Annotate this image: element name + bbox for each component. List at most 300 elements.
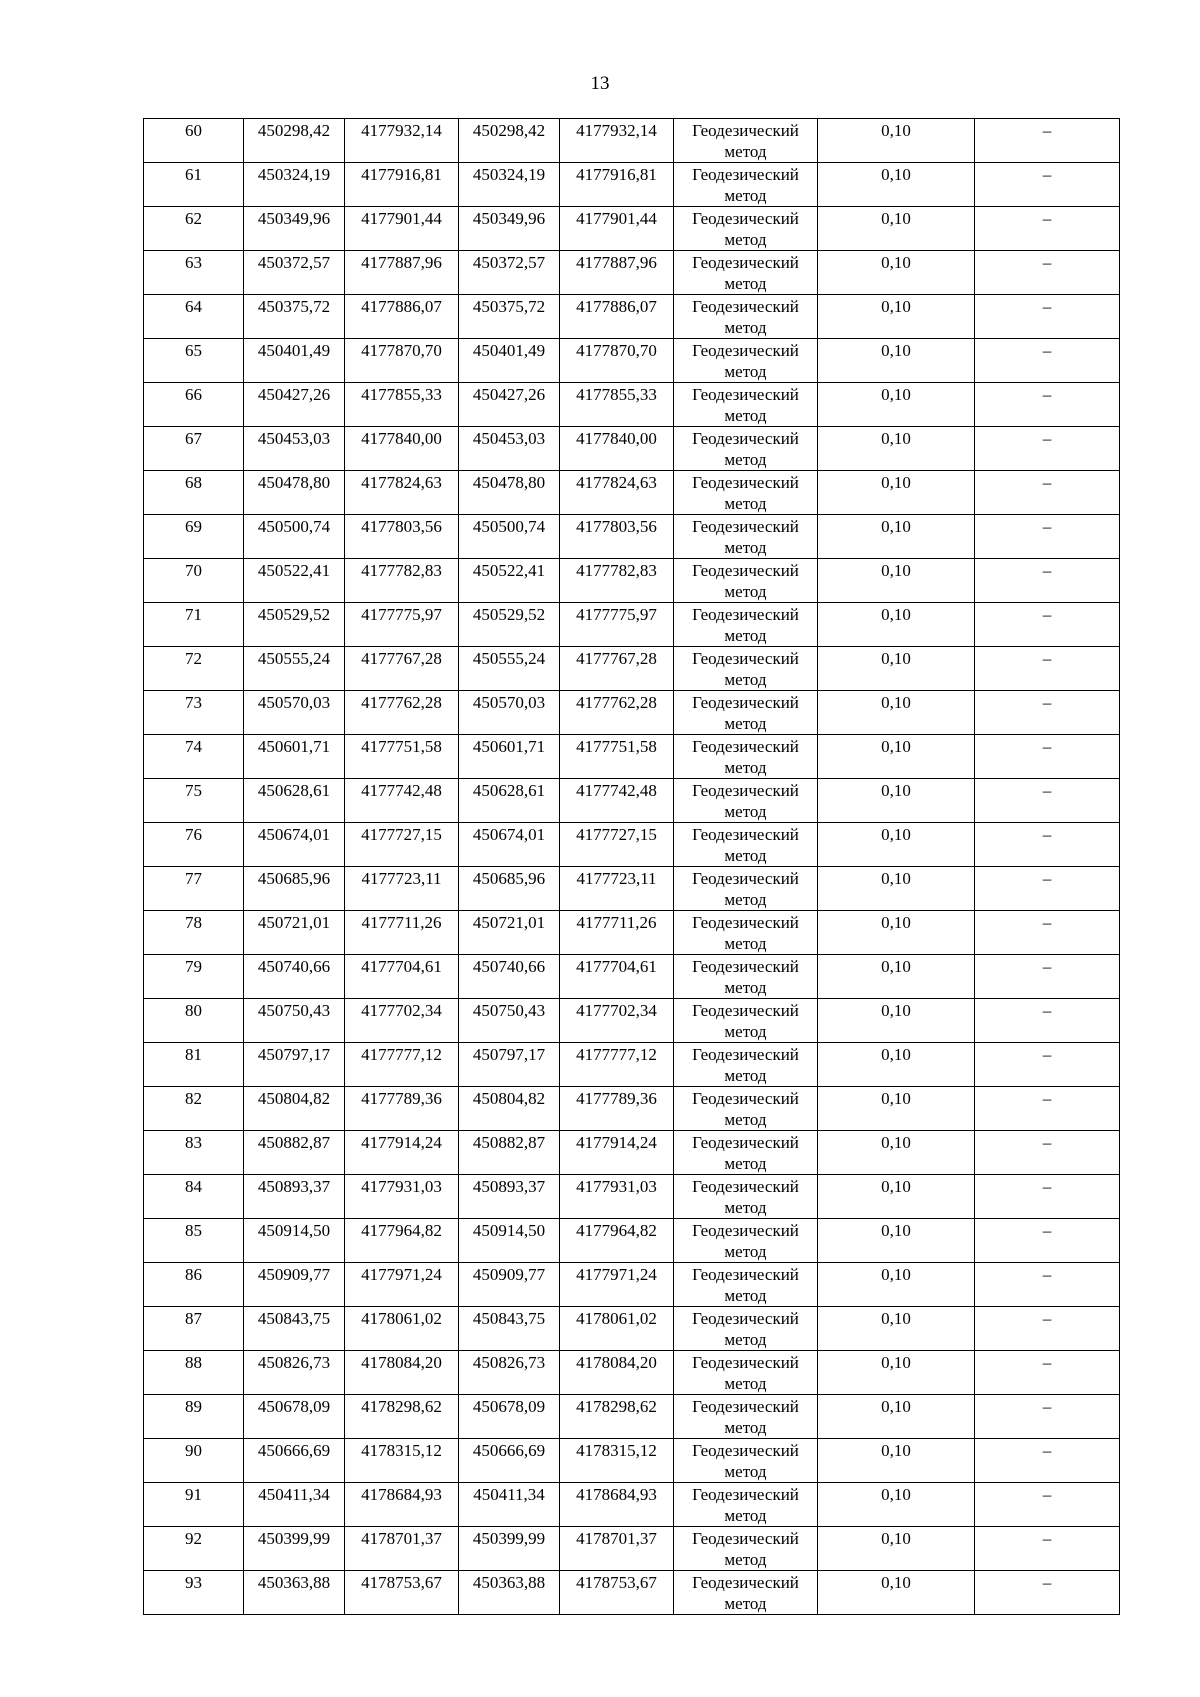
note-cell	[975, 1219, 1120, 1263]
method-text: Геодезический метод	[692, 253, 799, 293]
existing-y-cell	[345, 603, 459, 647]
note-text: –	[1042, 649, 1052, 668]
point-number-text: 74	[185, 737, 202, 756]
existing-x-cell	[244, 119, 345, 163]
refined-x-text: 450893,37	[472, 1177, 546, 1196]
accuracy-cell	[818, 647, 975, 691]
point-number-text: 80	[185, 1001, 202, 1020]
existing-y-cell	[345, 559, 459, 603]
accuracy-text: 0,10	[881, 561, 911, 580]
note-cell	[975, 691, 1120, 735]
existing-x-text: 450914,50	[257, 1221, 331, 1240]
existing-y-cell	[345, 823, 459, 867]
note-cell	[975, 735, 1120, 779]
existing-y-text: 4177727,15	[361, 825, 442, 844]
existing-y-text: 4177931,03	[361, 1177, 442, 1196]
refined-y-text: 4178701,37	[576, 1529, 657, 1548]
accuracy-cell	[818, 1571, 975, 1615]
existing-x-text: 450372,57	[257, 253, 331, 272]
refined-x-text: 450628,61	[472, 781, 546, 800]
table-row	[144, 1131, 1120, 1175]
note-cell	[975, 471, 1120, 515]
table-row	[144, 999, 1120, 1043]
method-text: Геодезический метод	[692, 121, 799, 161]
existing-y-text: 4177840,00	[361, 429, 442, 448]
existing-x-cell	[244, 735, 345, 779]
refined-x-text: 450721,01	[472, 913, 546, 932]
existing-y-text: 4177711,26	[361, 913, 442, 932]
accuracy-text: 0,10	[881, 297, 911, 316]
point-number-text: 71	[185, 605, 202, 624]
method-cell	[674, 119, 818, 163]
existing-x-text: 450750,43	[257, 1001, 331, 1020]
existing-x-cell	[244, 1351, 345, 1395]
point-number-cell	[144, 1571, 244, 1615]
existing-y-text: 4177932,14	[361, 121, 442, 140]
refined-y-cell	[560, 1307, 674, 1351]
refined-x-text: 450324,19	[472, 165, 546, 184]
refined-x-text: 450843,75	[472, 1309, 546, 1328]
point-number-text: 83	[185, 1133, 202, 1152]
point-number-cell	[144, 735, 244, 779]
existing-x-text: 450909,77	[257, 1265, 331, 1284]
refined-y-cell	[560, 1527, 674, 1571]
note-text: –	[1042, 1221, 1052, 1240]
existing-x-text: 450349,96	[257, 209, 331, 228]
table-row	[144, 779, 1120, 823]
note-cell	[975, 1439, 1120, 1483]
existing-y-text: 4178701,37	[361, 1529, 442, 1548]
accuracy-cell	[818, 427, 975, 471]
refined-x-text: 450555,24	[472, 649, 546, 668]
method-text: Геодезический метод	[692, 473, 799, 513]
refined-y-cell	[560, 427, 674, 471]
accuracy-text: 0,10	[881, 1001, 911, 1020]
accuracy-text: 0,10	[881, 649, 911, 668]
note-text: –	[1042, 869, 1052, 888]
note-cell	[975, 1263, 1120, 1307]
note-cell	[975, 999, 1120, 1043]
refined-x-cell	[459, 1439, 560, 1483]
note-text: –	[1042, 913, 1052, 932]
note-text: –	[1042, 341, 1052, 360]
refined-y-text: 4178684,93	[576, 1485, 657, 1504]
method-cell	[674, 383, 818, 427]
accuracy-cell	[818, 691, 975, 735]
existing-y-text: 4177964,82	[361, 1221, 442, 1240]
refined-y-cell	[560, 1087, 674, 1131]
existing-y-text: 4177887,96	[361, 253, 442, 272]
existing-y-text: 4177775,97	[361, 605, 442, 624]
refined-x-cell	[459, 471, 560, 515]
refined-x-cell	[459, 383, 560, 427]
accuracy-cell	[818, 1131, 975, 1175]
existing-y-cell	[345, 955, 459, 999]
refined-y-text: 4177870,70	[576, 341, 657, 360]
note-text: –	[1042, 605, 1052, 624]
accuracy-text: 0,10	[881, 1397, 911, 1416]
existing-x-cell	[244, 1131, 345, 1175]
existing-y-cell	[345, 1483, 459, 1527]
note-cell	[975, 1395, 1120, 1439]
refined-x-cell	[459, 955, 560, 999]
existing-y-cell	[345, 1263, 459, 1307]
accuracy-text: 0,10	[881, 1221, 911, 1240]
point-number-cell	[144, 647, 244, 691]
note-text: –	[1042, 165, 1052, 184]
note-cell	[975, 1175, 1120, 1219]
table-row	[144, 251, 1120, 295]
method-text: Геодезический метод	[692, 1045, 799, 1085]
method-cell	[674, 1087, 818, 1131]
existing-y-text: 4177803,56	[361, 517, 442, 536]
existing-x-text: 450427,26	[257, 385, 331, 404]
existing-x-cell	[244, 911, 345, 955]
method-cell	[674, 1483, 818, 1527]
note-text: –	[1042, 1133, 1052, 1152]
note-cell	[975, 1307, 1120, 1351]
existing-y-text: 4177704,61	[361, 957, 442, 976]
table-row	[144, 1175, 1120, 1219]
existing-x-text: 450555,24	[257, 649, 331, 668]
accuracy-text: 0,10	[881, 869, 911, 888]
method-text: Геодезический метод	[692, 957, 799, 997]
existing-x-cell	[244, 427, 345, 471]
method-text: Геодезический метод	[692, 209, 799, 249]
accuracy-text: 0,10	[881, 693, 911, 712]
existing-y-text: 4177824,63	[361, 473, 442, 492]
accuracy-cell	[818, 1087, 975, 1131]
method-cell	[674, 823, 818, 867]
existing-x-text: 450522,41	[257, 561, 331, 580]
existing-y-text: 4177870,70	[361, 341, 442, 360]
accuracy-cell	[818, 339, 975, 383]
method-cell	[674, 955, 818, 999]
note-text: –	[1042, 561, 1052, 580]
point-number-text: 90	[185, 1441, 202, 1460]
existing-x-text: 450529,52	[257, 605, 331, 624]
existing-x-text: 450570,03	[257, 693, 331, 712]
accuracy-text: 0,10	[881, 913, 911, 932]
refined-y-text: 4177751,58	[576, 737, 657, 756]
existing-y-cell	[345, 515, 459, 559]
table-row	[144, 911, 1120, 955]
note-cell	[975, 119, 1120, 163]
existing-x-text: 450500,74	[257, 517, 331, 536]
note-cell	[975, 1131, 1120, 1175]
existing-x-text: 450843,75	[257, 1309, 331, 1328]
existing-x-text: 450678,09	[257, 1397, 331, 1416]
refined-x-cell	[459, 1351, 560, 1395]
existing-y-text: 4177702,34	[361, 1001, 442, 1020]
accuracy-cell	[818, 515, 975, 559]
method-text: Геодезический метод	[692, 341, 799, 381]
point-number-cell	[144, 1483, 244, 1527]
method-text: Геодезический метод	[692, 1397, 799, 1437]
refined-x-text: 450797,17	[472, 1045, 546, 1064]
table-row	[144, 295, 1120, 339]
table-row	[144, 735, 1120, 779]
refined-y-text: 4177742,48	[576, 781, 657, 800]
existing-x-text: 450721,01	[257, 913, 331, 932]
method-cell	[674, 339, 818, 383]
refined-y-text: 4177762,28	[576, 693, 657, 712]
refined-y-cell	[560, 1351, 674, 1395]
note-text: –	[1042, 1265, 1052, 1284]
table-body	[144, 119, 1120, 1615]
method-text: Геодезический метод	[692, 561, 799, 601]
note-cell	[975, 823, 1120, 867]
existing-x-text: 450411,34	[258, 1485, 330, 1504]
existing-y-cell	[345, 1307, 459, 1351]
point-number-cell	[144, 1219, 244, 1263]
accuracy-cell	[818, 1219, 975, 1263]
method-cell	[674, 867, 818, 911]
existing-x-text: 450804,82	[257, 1089, 331, 1108]
refined-x-text: 450909,77	[472, 1265, 546, 1284]
point-number-text: 72	[185, 649, 202, 668]
refined-y-cell	[560, 163, 674, 207]
point-number-cell	[144, 955, 244, 999]
refined-x-text: 450298,42	[472, 121, 546, 140]
accuracy-cell	[818, 251, 975, 295]
existing-y-text: 4177901,44	[361, 209, 442, 228]
accuracy-text: 0,10	[881, 825, 911, 844]
refined-y-cell	[560, 779, 674, 823]
accuracy-cell	[818, 779, 975, 823]
point-number-text: 77	[185, 869, 202, 888]
existing-x-text: 450666,69	[257, 1441, 331, 1460]
table-row	[144, 1263, 1120, 1307]
accuracy-cell	[818, 295, 975, 339]
note-cell	[975, 1087, 1120, 1131]
existing-x-cell	[244, 955, 345, 999]
refined-x-cell	[459, 1219, 560, 1263]
accuracy-cell	[818, 1395, 975, 1439]
point-number-text: 85	[185, 1221, 202, 1240]
refined-x-cell	[459, 735, 560, 779]
existing-x-cell	[244, 339, 345, 383]
method-cell	[674, 1307, 818, 1351]
refined-y-cell	[560, 1395, 674, 1439]
refined-y-text: 4177702,34	[576, 1001, 657, 1020]
method-text: Геодезический метод	[692, 165, 799, 205]
point-number-cell	[144, 339, 244, 383]
point-number-cell	[144, 823, 244, 867]
refined-x-cell	[459, 295, 560, 339]
point-number-text: 81	[185, 1045, 202, 1064]
existing-y-text: 4178753,67	[361, 1573, 442, 1592]
refined-x-text: 450401,49	[472, 341, 546, 360]
existing-y-cell	[345, 999, 459, 1043]
existing-y-text: 4177914,24	[361, 1133, 442, 1152]
note-cell	[975, 603, 1120, 647]
point-number-text: 70	[185, 561, 202, 580]
note-text: –	[1042, 429, 1052, 448]
method-cell	[674, 1175, 818, 1219]
note-cell	[975, 295, 1120, 339]
accuracy-cell	[818, 911, 975, 955]
note-text: –	[1042, 1309, 1052, 1328]
refined-y-text: 4177775,97	[576, 605, 657, 624]
existing-x-text: 450674,01	[257, 825, 331, 844]
existing-y-cell	[345, 251, 459, 295]
method-cell	[674, 559, 818, 603]
point-number-text: 92	[185, 1529, 202, 1548]
refined-x-text: 450674,01	[472, 825, 546, 844]
existing-y-cell	[345, 471, 459, 515]
existing-x-cell	[244, 1571, 345, 1615]
refined-x-text: 450826,73	[472, 1353, 546, 1372]
refined-y-cell	[560, 383, 674, 427]
method-cell	[674, 1439, 818, 1483]
point-number-text: 79	[185, 957, 202, 976]
refined-y-cell	[560, 207, 674, 251]
point-number-cell	[144, 999, 244, 1043]
existing-x-text: 450826,73	[257, 1353, 331, 1372]
accuracy-cell	[818, 383, 975, 427]
existing-x-text: 450324,19	[257, 165, 331, 184]
note-cell	[975, 911, 1120, 955]
accuracy-text: 0,10	[881, 517, 911, 536]
existing-x-cell	[244, 647, 345, 691]
method-cell	[674, 779, 818, 823]
refined-y-text: 4177840,00	[576, 429, 657, 448]
refined-x-text: 450740,66	[472, 957, 546, 976]
refined-x-cell	[459, 559, 560, 603]
note-cell	[975, 515, 1120, 559]
refined-x-text: 450363,88	[472, 1573, 546, 1592]
point-number-cell	[144, 1527, 244, 1571]
refined-y-text: 4177727,15	[576, 825, 657, 844]
table-row	[144, 339, 1120, 383]
refined-x-cell	[459, 1087, 560, 1131]
point-number-cell	[144, 691, 244, 735]
point-number-cell	[144, 515, 244, 559]
point-number-text: 84	[185, 1177, 202, 1196]
refined-x-cell	[459, 515, 560, 559]
existing-x-cell	[244, 1043, 345, 1087]
existing-y-cell	[345, 1351, 459, 1395]
point-number-cell	[144, 1087, 244, 1131]
accuracy-text: 0,10	[881, 605, 911, 624]
existing-x-cell	[244, 691, 345, 735]
existing-x-cell	[244, 779, 345, 823]
existing-x-cell	[244, 1263, 345, 1307]
table-row	[144, 1571, 1120, 1615]
note-cell	[975, 867, 1120, 911]
note-text: –	[1042, 385, 1052, 404]
existing-x-cell	[244, 1219, 345, 1263]
note-cell	[975, 427, 1120, 471]
point-number-cell	[144, 427, 244, 471]
refined-x-cell	[459, 1483, 560, 1527]
point-number-cell	[144, 911, 244, 955]
refined-x-text: 450914,50	[472, 1221, 546, 1240]
table-row	[144, 823, 1120, 867]
point-number-text: 75	[185, 781, 202, 800]
existing-x-text: 450399,99	[257, 1529, 331, 1548]
point-number-text: 67	[185, 429, 202, 448]
refined-y-cell	[560, 1571, 674, 1615]
method-cell	[674, 251, 818, 295]
point-number-cell	[144, 1043, 244, 1087]
accuracy-text: 0,10	[881, 737, 911, 756]
accuracy-cell	[818, 559, 975, 603]
note-text: –	[1042, 1485, 1052, 1504]
refined-y-cell	[560, 471, 674, 515]
existing-y-cell	[345, 779, 459, 823]
method-text: Геодезический метод	[692, 1089, 799, 1129]
refined-x-cell	[459, 911, 560, 955]
existing-x-cell	[244, 603, 345, 647]
table-row	[144, 1395, 1120, 1439]
point-number-cell	[144, 1263, 244, 1307]
method-text: Геодезический метод	[692, 825, 799, 865]
refined-y-cell	[560, 911, 674, 955]
accuracy-text: 0,10	[881, 429, 911, 448]
point-number-cell	[144, 1175, 244, 1219]
refined-y-text: 4177914,24	[576, 1133, 657, 1152]
point-number-text: 73	[185, 693, 202, 712]
note-text: –	[1042, 1089, 1052, 1108]
existing-x-cell	[244, 251, 345, 295]
refined-x-cell	[459, 1131, 560, 1175]
accuracy-text: 0,10	[881, 1573, 911, 1592]
existing-x-cell	[244, 1483, 345, 1527]
refined-y-text: 4177901,44	[576, 209, 657, 228]
method-cell	[674, 1131, 818, 1175]
note-text: –	[1042, 825, 1052, 844]
accuracy-text: 0,10	[881, 957, 911, 976]
refined-x-cell	[459, 1263, 560, 1307]
existing-y-text: 4177777,12	[361, 1045, 442, 1064]
existing-y-cell	[345, 1571, 459, 1615]
method-text: Геодезический метод	[692, 1265, 799, 1305]
refined-x-text: 450427,26	[472, 385, 546, 404]
point-number-cell	[144, 1351, 244, 1395]
accuracy-text: 0,10	[881, 341, 911, 360]
refined-x-cell	[459, 1395, 560, 1439]
note-cell	[975, 339, 1120, 383]
refined-x-text: 450411,34	[473, 1485, 545, 1504]
method-cell	[674, 427, 818, 471]
refined-x-text: 450601,71	[472, 737, 546, 756]
existing-x-text: 450601,71	[257, 737, 331, 756]
existing-y-text: 4177762,28	[361, 693, 442, 712]
table-row	[144, 1219, 1120, 1263]
point-number-text: 89	[185, 1397, 202, 1416]
refined-y-cell	[560, 295, 674, 339]
note-text: –	[1042, 1353, 1052, 1372]
accuracy-cell	[818, 999, 975, 1043]
note-text: –	[1042, 297, 1052, 316]
refined-y-cell	[560, 955, 674, 999]
existing-y-text: 4178061,02	[361, 1309, 442, 1328]
point-number-text: 66	[185, 385, 202, 404]
note-text: –	[1042, 957, 1052, 976]
existing-y-cell	[345, 1395, 459, 1439]
accuracy-text: 0,10	[881, 165, 911, 184]
existing-y-cell	[345, 1527, 459, 1571]
refined-x-cell	[459, 1527, 560, 1571]
method-text: Геодезический метод	[692, 869, 799, 909]
method-cell	[674, 911, 818, 955]
existing-y-cell	[345, 911, 459, 955]
accuracy-cell	[818, 1527, 975, 1571]
accuracy-cell	[818, 1043, 975, 1087]
table-row	[144, 955, 1120, 999]
